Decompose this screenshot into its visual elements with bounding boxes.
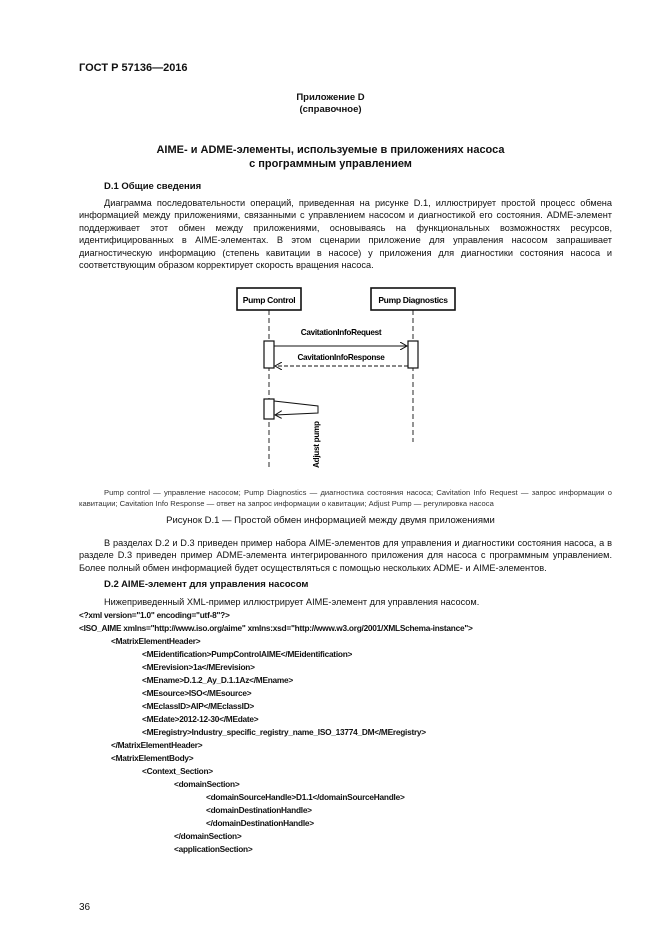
appendix-title-line2: с программным управлением [249,158,412,170]
pump-control-activation-2 [264,399,274,419]
xml-line: <MatrixElementHeader> [111,636,201,646]
pump-diagnostics-label: Pump Diagnostics [378,295,448,305]
pump-control-activation-1 [264,341,274,368]
sequence-diagram [225,282,475,482]
appendix-kind: (справочное) [299,104,362,115]
xml-line: <MEsource>ISO</MEsource> [142,688,252,698]
adjust-label: Adjust pump [312,421,321,468]
appendix-title-line1: AIME- и ADME-элементы, используемые в приложениях насоса [156,144,505,156]
xml-line: <domainDestinationHandle> [206,805,312,815]
xml-line: <Context_Section> [142,766,213,776]
xml-line: </MatrixElementHeader> [111,740,203,750]
xml-line: <MEclassID>AIP</MEclassID> [142,701,255,711]
adjust-self-arrow [274,401,318,415]
paragraph-2: В разделах D.2 и D.3 приведен пример набора AIME-элементов для управления и диагностики состояния насоса, а в разделе D.3 приведен пример ADME-элемента интегрированного приложения для насоса с программным управлением. Более полный обмен информацией будет осуществляться с помощью нескольких ADME- и AIME-элементов. [79,538,612,573]
xml-line: <ISO_AIME xmlns="http://www.iso.org/aime" xmlns:xsd="http://www.w3.org/2001/XMLSchema-instance"> [79,623,473,633]
xml-line: <?xml version="1.0" encoding="utf-8"?> [79,610,230,620]
appendix-title [0,143,661,171]
xml-line: <MEdate>2012-12-30</MEdate> [142,714,259,724]
xml-line: <applicationSection> [174,844,253,854]
section-d2-heading: D.2 AIME-элемент для управления насосом [104,579,309,590]
section-d2-intro: Нижеприведенный XML-пример иллюстрирует AIME-элемент для управления насосом. [104,597,480,607]
xml-line: <domainSection> [174,779,240,789]
xml-line: <MEregistry>Industry_specific_registry_name_ISO_13774_DM</MEregistry> [142,727,426,737]
xml-line: </domainSection> [174,831,242,841]
standard-number: ГОСТ Р 57136—2016 [79,62,188,74]
pump-diagnostics-activation [408,341,418,368]
xml-line: <MEidentification>PumpControlAIME</MEidentification> [142,649,353,659]
section-d1-paragraph: Диаграмма последовательности операций, приведенная на рисунке D.1, иллюстрирует простой процесс обмена информацией между приложениями, связанными с управлением насосом и диагностикой его состояния. ADME-элемент поддерживает этот обмен между приложениями, основываясь на функциональных возможностях ресурсов, идентифицированных в AIME-элементах. В этом сценарии приложение для управления насосом запрашивает диагностическую информацию (степень кавитации в насосе) у приложения для диагностики состояния насоса и соответствующим образом корректирует скорость вращения насоса. [79,198,612,271]
figure-title: Рисунок D.1 — Простой обмен информацией между двумя приложениями [166,515,495,526]
section-d1-heading: D.1 Общие сведения [104,181,202,192]
appendix-label: Приложение D [296,92,365,103]
page-number: 36 [79,902,91,913]
xml-line: <MErevision>1a</MErevision> [142,662,255,672]
request-label: CavitationInfoRequest [300,328,382,337]
xml-line: <MatrixElementBody> [111,753,194,763]
figure-caption: Pump control — управление насосом; Pump Diagnostics — диагностика состояния насоса; Cavitation Info Request — запрос информации о кавитации; Cavitation Info Response — ответ на запрос информации о кавитации; Adjust Pump — регулировка насоса [79,488,612,508]
xml-line: </domainDestinationHandle> [206,818,314,828]
pump-control-label: Pump Control [242,295,296,305]
xml-line: <MEname>D.1.2_Ay_D.1.1Az</MEname> [142,675,294,685]
xml-line: <domainSourceHandle>D1.1</domainSourceHandle> [206,792,405,802]
response-label: CavitationInfoResponse [297,353,385,362]
